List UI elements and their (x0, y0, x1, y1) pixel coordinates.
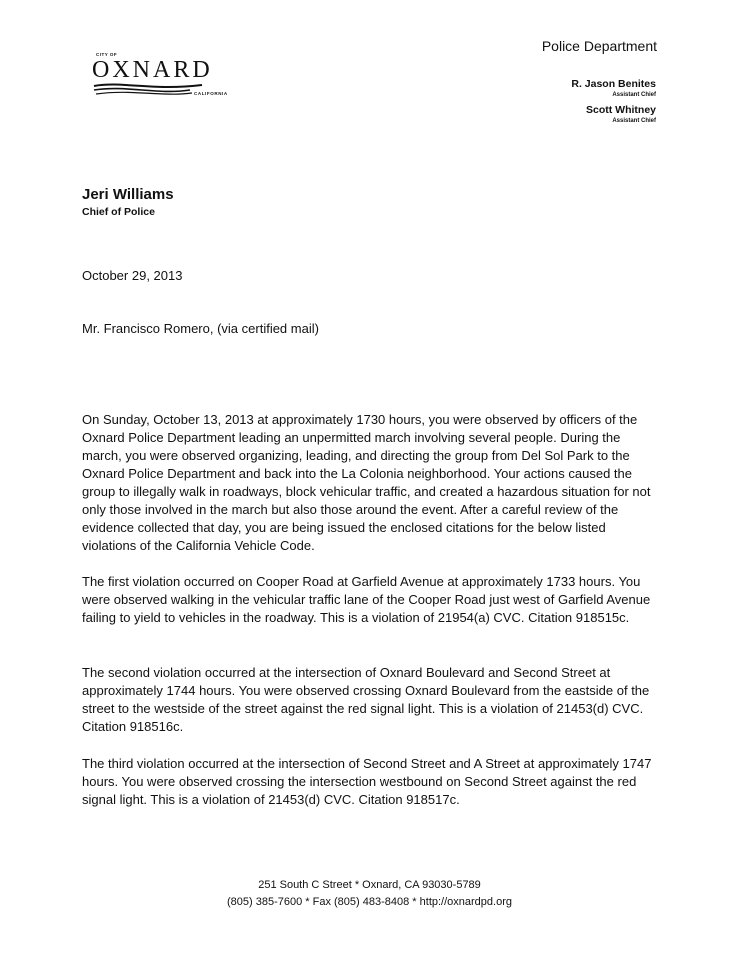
city-logo (92, 52, 242, 102)
footer-contact: (805) 385-7600 * Fax (805) 483-8408 * http://oxnardpd.org (227, 896, 512, 908)
officer-2-title: Assistant Chief (612, 118, 656, 124)
chief-name: Jeri Williams (82, 186, 174, 203)
paragraph-text: The third violation occurred at the intersection of Second Street and A Street at approximately 1747 hours. You were observed crossing the intersection westbound on Second Street against the red signal light. This is a violation of 21453(d) CVC. Citation 918517c. (82, 756, 652, 807)
paragraph-2 (82, 573, 660, 627)
chief-title: Chief of Police (82, 206, 155, 218)
logo-city-of: CITY OF (96, 52, 118, 57)
footer-address: 251 South C Street * Oxnard, CA 93030-5789 (258, 879, 481, 891)
department-name: Police Department (541, 38, 657, 54)
paragraph-text: The second violation occurred at the intersection of Oxnard Boulevard and Second Street at approximately 1744 hours. You were observed crossing Oxnard Boulevard from the eastside of the street to the westside of the street against the red signal light. This is a violation of 21453(d) CVC. Citation 918516c. (82, 665, 650, 734)
paragraph-text: The first violation occurred on Cooper Road at Garfield Avenue at approximately 1733 hours. You were observed walking in the vehicular traffic lane of the Cooper Road just west of Garfield Avenue failing to yield to vehicles in the roadway. This is a violation of 21954(a) CVC. Citation 918515c. (82, 574, 651, 625)
letter-date: October 29, 2013 (82, 268, 183, 283)
paragraph-1 (82, 411, 660, 555)
paragraph-4 (82, 755, 660, 809)
officer-1-title: Assistant Chief (612, 92, 656, 98)
paragraph-text: On Sunday, October 13, 2013 at approximately 1730 hours, you were observed by officers of the Oxnard Police Department leading an unpermitted march involving several people. During the march, you were observed organizing, leading, and directing the group from Del Sol Park to the Oxnard Police Department and back into the La Colonia neighborhood. Your actions caused the group to illegally walk in roadways, block vehicular traffic, and created a hazardous situation for not only those involved in the march but also those around the event. After a careful review of the evidence collected that day, you are being issued the enclosed citations for the below listed violations of the California Vehicle Code. (82, 412, 651, 553)
officer-1-name: R. Jason Benites (571, 78, 656, 90)
logo-state: CALIFORNIA (194, 91, 228, 96)
officer-2-name: Scott Whitney (586, 104, 656, 116)
logo-wordmark: OXNARD (92, 57, 213, 83)
letter-recipient: Mr. Francisco Romero, (via certified mail) (82, 321, 319, 336)
paragraph-3 (82, 664, 660, 736)
